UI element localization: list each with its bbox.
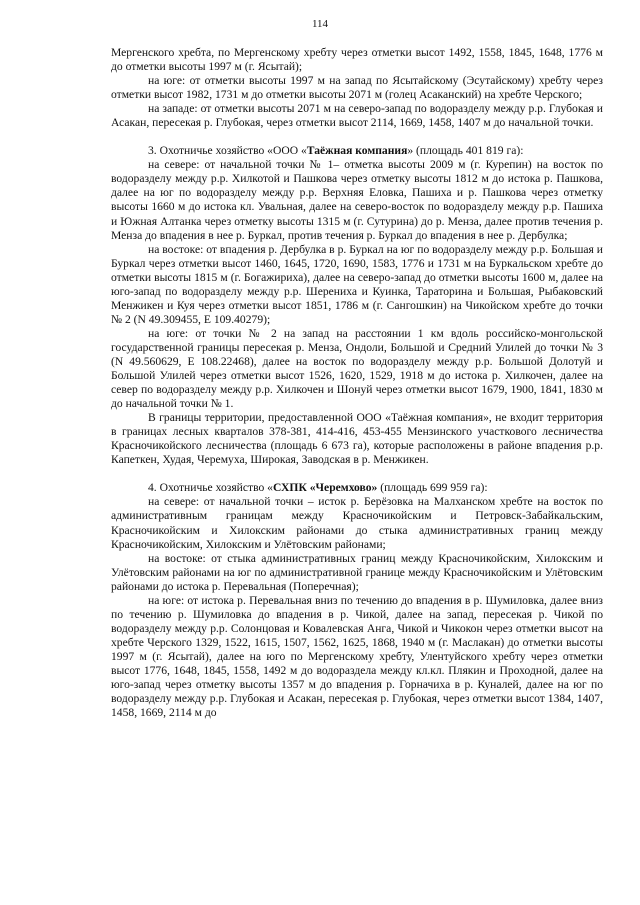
- paragraph-s4-south: на юге: от истока р. Перевальная вниз по течению до впадения в р. Шумиловка, далее вниз по течению р. Шумиловка до впадения в р. Чикой, далее на запад, пересекая р. Чикой по водоразделу между р.р. Солонцовая и Ковалевская Анга, Чикой и Чикокон через отметки высот на хребте Черского 1329, 1522, 1615, 1507, 1562, 1625, 1868, 1940 м (г. Маслакан) до отметки высоты 1997 м (г. Ясытай), далее на юго по Мергенскому хребту, Улентуйского хребту через отметки высот 1776, 1648, 1845, 1558, 1492 м до водораздела между кл.кл. Плякин и Проходной, далее на юго-запад через отметку высоты 1357 м до впадения р. Горначиха в р. Куналей, далее на юг по водоразделу между р.р. Глубокая и Асакан, пересекая р. Глубокая, через отметки высот 1384, 1407, 1458, 1669, 2114 м до: [111, 593, 603, 720]
- section-3-heading-suffix: » (площадь 401 819 га):: [407, 144, 524, 158]
- paragraph-s4-north: на севере: от начальной точки – исток р. Берёзовка на Малханском хребте на восток по административным границам между Красночикойским и Петровск-Забайкальским, Красночикойским и Хилокским районами до стыка административных границ между Красночикойским, Хилокским и Улётовским районами;: [111, 495, 603, 551]
- section-3-company-name: Таёжная компания: [306, 144, 408, 158]
- paragraph-s3-east: на востоке: от впадения р. Дербулка в р. Буркал на юг по водоразделу между р.р. Большая и Буркал через отметки высот 1460, 1645, 1720, 1690, 1583, 1776 и 1731 м на Буркальском хребте до отметки высоты 1815 м (г. Богажириха), далее на северо-запад до отметки высоты 1600 м, далее на юго-запад по водоразделу между р.р. Шерениха и Куинка, Тараторина и Большая, Рыбаковский Менжикен и Куя через отметки высот 1851, 1786 м (г. Сангошкин) на Чикойском хребте до точки № 2 (N 49.309455, E 109.40279);: [111, 242, 603, 326]
- document-body: [111, 46, 603, 720]
- section-4-company-name: СХПК «Черемхово»: [272, 481, 378, 495]
- page-number: 114: [311, 18, 329, 30]
- paragraph-s4-east: на востоке: от стыка административных границ между Красночикойским, Хилокским и Улётовским районами на юг по административной границе между Красночикойским и Улётовским районами до истока р. Перевальная (Поперечная);: [111, 551, 603, 593]
- paragraph-west: на западе: от отметки высоты 2071 м на северо-запад по водоразделу между р.р. Глубокая и Асакан, пересекая р. Глубокая, через отметки высот 2114, 1669, 1458, 1407 м до начальной точки.: [111, 102, 603, 130]
- paragraph-s3-south: на юге: от точки № 2 на запад на расстоянии 1 км вдоль российско-монгольской государственной границы пересекая р. Менза, Ондоли, Большой и Средний Улилей до точки № 3 (N 49.560629, E 108.22468), далее на восток по водоразделу между р.р. Большой Долотуй и Большой Улилей через отметки высот 1526, 1620, 1529, 1918 м до истока р. Хилкочен, далее на север по водоразделу между р.р. Хилкочен и Шонуй через отметки высот 1679, 1900, 1841, 1830 м до начальной точки № 1.: [111, 326, 603, 411]
- section-4-heading: [111, 481, 603, 495]
- section-4-heading-suffix: (площадь 699 959 га):: [377, 481, 488, 495]
- paragraph-s3-exclusion: В границы территории, предоставленной ООО «Таёжная компания», не входит территория в границах лесных кварталов 378-381, 414-416, 453-455 Мензинского участкового лесничества Красночикойского лесничества (площадь 6 673 га), которые расположены в районе впадения р.р. Капеткен, Худая, Черемуха, Широкая, Заводская в р. Менжикен.: [111, 411, 603, 467]
- paragraph-s3-north: на севере: от начальной точки № 1– отметка высоты 2009 м (г. Курепин) на восток по водоразделу между р.р. Хилкотой и Пашкова через отметку высоты 1812 м до истока р. Пашкова, далее на юг по водоразделу между р.р. Верхняя Еловка, Пашиха и р. Пашкова через отметку высоты 1660 м до истока кл. Увальная, далее на северо-восток по водоразделу между р.р. Пашиха и Южная Алтанка через отметку высоты 1315 м (г. Сутурина) до р. Менза, далее против течения р. Менза до впадения в нее р. Буркал, против течения р. Буркал до впадения в нее р. Дербулка;: [111, 158, 603, 242]
- paragraph-south: на юге: от отметки высоты 1997 м на запад по Ясытайскому (Эсутайскому) хребту через отметки высот 1982, 1731 м до отметки высоты 2071 м (голец Асаканский) на хребте Черского;: [111, 74, 603, 102]
- section-3-heading-prefix: 3. Охотничье хозяйство «ООО «: [148, 144, 307, 158]
- paragraph-north-continuation: Мергенского хребта, по Мергенскому хребту через отметки высот 1492, 1558, 1845, 1648, 1776 м до отметки высоты 1997 м (г. Ясытай);: [111, 46, 603, 74]
- section-4-heading-prefix: 4. Охотничье хозяйство «: [148, 481, 273, 495]
- section-3-heading: [111, 144, 603, 158]
